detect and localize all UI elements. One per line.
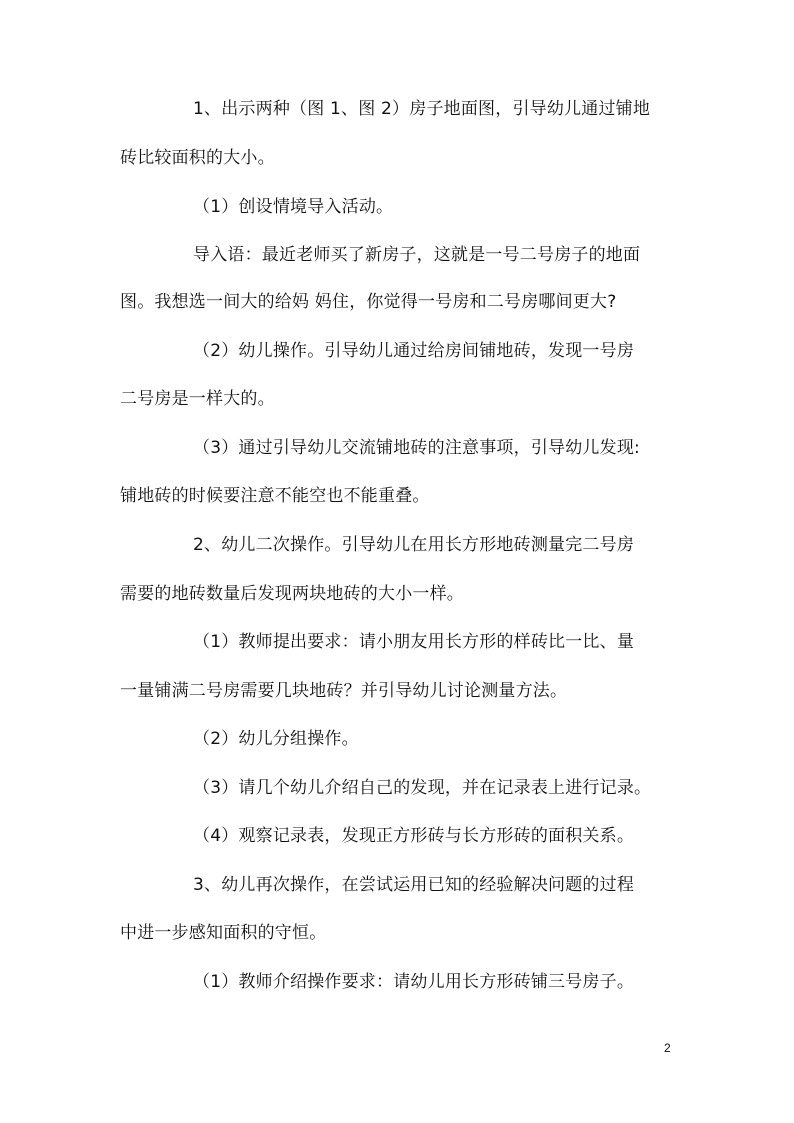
paragraph-line: 需要的地砖数量后发现两块地砖的大小一样。: [120, 584, 464, 604]
paragraph-line: （2）幼儿分组操作。: [193, 729, 359, 749]
paragraph-line: 2、幼儿二次操作。引导幼儿在用长方形地砖测量完二号房: [193, 535, 635, 555]
paragraph-line: （3）请几个幼儿介绍自己的发现，并在记录表上进行记录。: [193, 778, 652, 798]
paragraph-line: （1）创设情境导入活动。: [193, 197, 394, 217]
paragraph-line: （1）教师提出要求：请小朋友用长方形的样砖比一比、量: [193, 632, 635, 652]
paragraph-line: 铺地砖的时候要注意不能空也不能重叠。: [120, 486, 430, 506]
paragraph-line: 二号房是一样大的。: [120, 389, 275, 409]
paragraph-line: 3、幼儿再次操作，在尝试运用已知的经验解决问题的过程: [193, 875, 635, 895]
paragraph-line: 中进一步感知面积的守恒。: [120, 923, 327, 943]
paragraph-line: 砖比较面积的大小。: [120, 148, 275, 168]
paragraph-line: （1）教师介绍操作要求：请幼儿用长方形砖铺三号房子。: [193, 972, 635, 992]
page-number: 2: [664, 1041, 671, 1055]
paragraph-line: 一量铺满二号房需要几块地砖？并引导幼儿讨论测量方法。: [120, 681, 568, 701]
paragraph-line: （2）幼儿操作。引导幼儿通过给房间铺地砖，发现一号房: [193, 341, 635, 361]
paragraph-line: （4）观察记录表，发现正方形砖与长方形砖的面积关系。: [193, 826, 635, 846]
paragraph-line: 图。我想选一间大的给妈 妈住，你觉得一号房和二号房哪间更大?: [120, 292, 617, 312]
paragraph-line: （3）通过引导幼儿交流铺地砖的注意事项，引导幼儿发现:: [193, 438, 640, 458]
paragraph-line: 1、出示两种（图 1、图 2）房子地面图，引导幼儿通过铺地: [193, 99, 651, 119]
paragraph-line: 导入语：最近老师买了新房子，这就是一号二号房子的地面: [193, 245, 641, 265]
